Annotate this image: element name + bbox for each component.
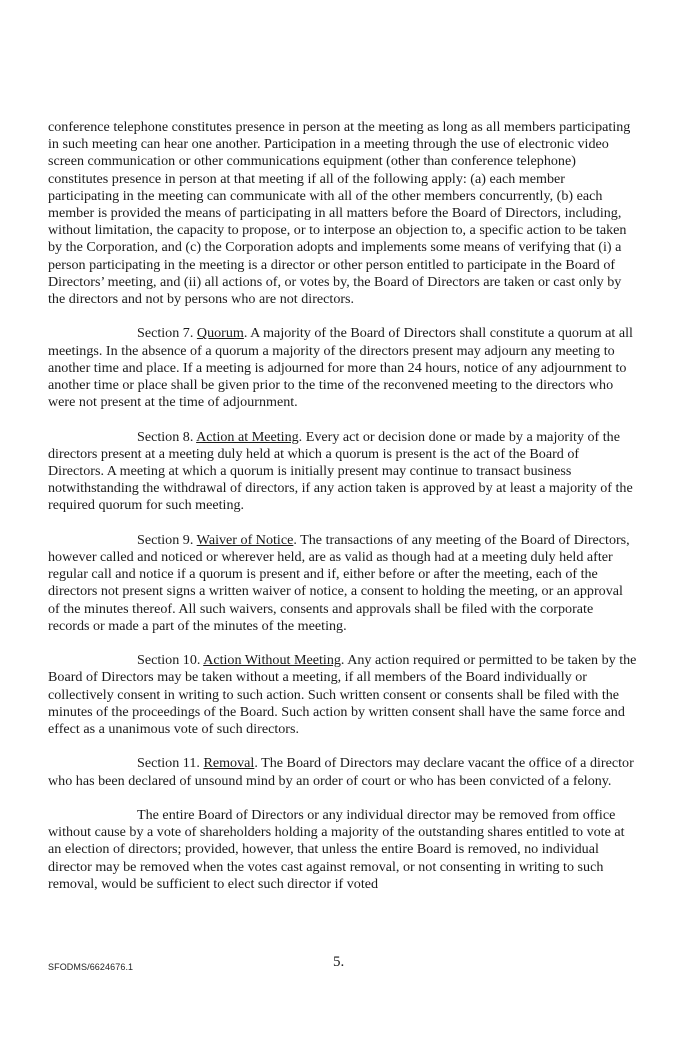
section-number: Section 8. [137,428,194,445]
body-text [48,119,638,910]
section-heading: Removal [203,755,255,772]
section-7-quorum: Section 7. Quorum. A majority of the Board of Directors shall constitute a quorum at all meetings. In the absence of a quorum a majority of the directors present may adjourn any meeting to another time and place. If a meeting is adjourned for more than 24 hours, notice of any adjournment to another time or place shall be given prior to the time of the reconvened meeting to the directors who were not present at the time of adjournment. [48,325,633,411]
section-8-action-at-meeting: Section 8. Action at Meeting. Every act or decision done or made by a majority of the directors present at a meeting duly held at which a quorum is present is the act of the Board of Directors. A meeting at which a quorum is initially present may continue to transact business notwithstanding the withdrawal of directors, if any action taken is approved by at least a majority of the required quorum for such meeting. [48,428,633,514]
paragraph-text: conference telephone constitutes presence in person at the meeting as long as all members participating in such meeting can hear one another. Participation in a meeting through the use of electronic video screen communication or other communications equipment (other than conference telephone) constitutes presence in person at that meeting if all of the following apply: (a) each member participating in the meeting can communicate with all of the other members concurrently, (b) each member is provided the means of participating in all matters before the Board of Directors, including, without limitation, the capacity to propose, or to interpose an objection to, a specific action to be taken by the Corporation, and (c) the Corporation adopts and implements some means of verifying that (i) a person participating in the meeting is a director or other person entitled to participate in the Board of Directors’ meeting, and (ii) all actions of, or votes by, the Board of Directors are taken or cast only by the directors and not by persons who are not directors. [48,119,631,308]
paragraph-text: Every act or decision done or made by a majority of the directors present at a meeting duly held at which a quorum is present is the act of the Board of Directors. A meeting at which a quorum is initially present may continue to transact business notwithstanding the withdrawal of directors, if any action taken is approved by at least a majority of the required quorum for such meeting. [48,428,633,514]
page-number: 5. [333,954,345,970]
paragraph-text: The entire Board of Directors or any individual director may be removed from office without cause by a vote of shareholders holding a majority of the outstanding shares entitled to vote at an election of directors; provided, however, that unless the entire Board is removed, no individual director may be removed when the votes cast against removal, or not consenting in writing to such removal, would be sufficient to elect such director if voted [48,807,625,892]
section-heading: Action at Meeting [196,428,299,445]
section-number: Section 11. [137,755,200,772]
section-11-removal: Section 11. Removal. The Board of Directors may declare vacant the office of a director who has been declared of unsound mind by an order of court or who has been convicted of a felony. [48,755,634,789]
paragraph-text: The transactions of any meeting of the Board of Directors, however called and noticed or wherever held, are as valid as though had at a meeting duly held after regular call and notice if a quorum is present and if, either before or after the meeting, each of the directors not present signs a written waiver of notice, a consent to holding the meeting, or an approval of the minutes thereof. All such waivers, consents and approvals shall be filed with the corporate records or made a part of the minutes of the meeting. [48,531,630,634]
removal-continuation-paragraph [48,807,638,893]
section-heading: Action Without Meeting [203,652,341,669]
section-number: Section 9. [137,531,194,548]
paragraph-text: A majority of the Board of Directors shall constitute a quorum at all meetings. In the absence of a quorum a majority of the directors present may adjourn any meeting to another time and place. If a meeting is adjourned for more than 24 hours, notice of any adjournment to another time or place shall be given prior to the time of the reconvened meeting to the directors who were not present at the time of adjournment. [48,325,633,411]
section-heading: Quorum [196,325,244,342]
section-10-action-without-meeting: Section 10. Action Without Meeting. Any action required or permitted to be taken by the Board of Directors may be taken without a meeting, if all members of the Board individually or collectively consent in writing to such action. Such written consent or consents shall be filed with the minutes of the proceedings of the Board. Such action by written consent shall have the same force and effect as a unanimous vote of such directors. [48,652,637,738]
paragraph-text: The Board of Directors may declare vacant the office of a director who has been declared of unsound mind by an order of court or who has been convicted of a felony. [48,755,634,789]
section-number: Section 7. [137,325,194,342]
document-id-footer: SFODMS/6624676.1 [48,962,134,972]
paragraph-continuation [48,119,638,308]
paragraph-text: Any action required or permitted to be taken by the Board of Directors may be taken without a meeting, if all members of the Board individually or collectively consent in writing to such action. Such written consent or consents shall be filed with the minutes of the proceedings of the Board. Such action by written consent shall have the same force and effect as a unanimous vote of such directors. [48,652,637,738]
section-number: Section 10. [137,652,201,669]
section-9-waiver-of-notice: Section 9. Waiver of Notice. The transactions of any meeting of the Board of Directors, however called and noticed or wherever held, are as valid as though had at a meeting duly held after regular call and notice if a quorum is present and if, either before or after the meeting, each of the directors not present signs a written waiver of notice, a consent to holding the meeting, or an approval of the minutes thereof. All such waivers, consents and approvals shall be filed with the corporate records or made a part of the minutes of the meeting. [48,531,630,634]
section-heading: Waiver of Notice [196,531,294,548]
